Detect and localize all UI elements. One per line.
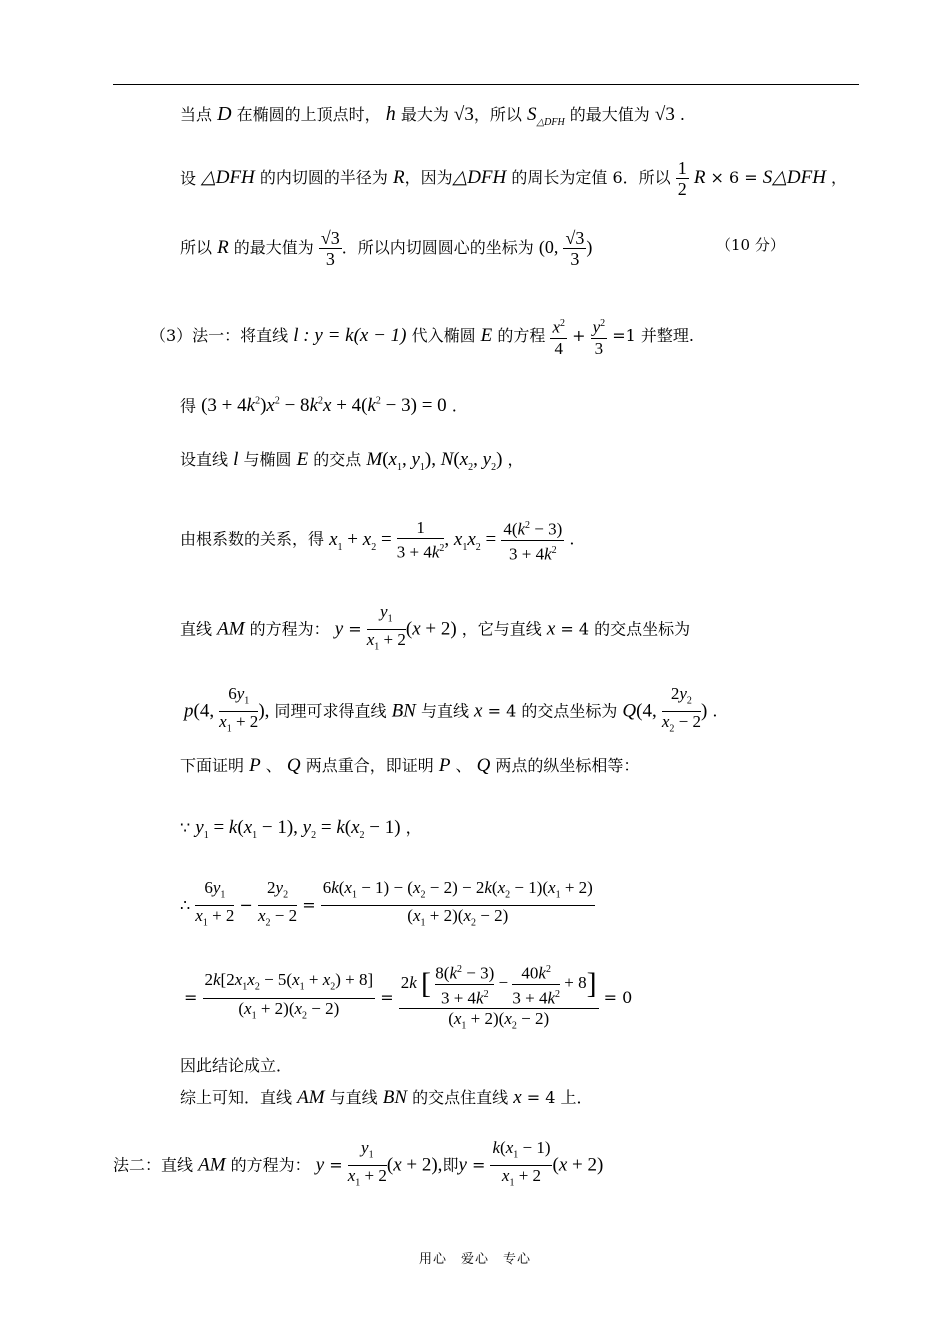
text-line-7: 由根系数的关系，得 $x_1 + x_2$ = $\frac{1}{3 + 4k^2}$ , $x_1x_2$ = $\frac{4(k^2 - 3)}{3 + 4k^2}$ .	[180, 517, 575, 564]
text-line-10: 下面证明 P 、 Q 两点重合，即证明 P 、 Q 两点的纵坐标相等：	[180, 755, 640, 776]
text-line-12: ∴ $\frac{6y_1}{x_1 + 2}$ − $\frac{2y_2}{x_2 - 2}$ = $\frac{6k(x_1 - 1) - (x_2 - 2) - 2k(x_2 - 1)(x_1 + 2)}{(x_1 + 2)(x_2 - 2)}$	[180, 878, 593, 929]
text-line-14: 因此结论成立．	[180, 1056, 293, 1075]
text-line-11: ∵ $y_1 = k(x_1 - 1)$, $y_2 = k(x_2 - 1)$ ，	[180, 817, 422, 841]
score-note: （10 分）	[716, 236, 785, 254]
text-line-2: 设 △DFH 的内切圆的半径为 R，因为△DFH 的周长为定值 6．所以 $\frac{1}{2}$ R × 6 = S△DFH ，	[180, 158, 848, 199]
page-footer: 用心 爱心 专心	[418, 1252, 531, 1267]
text-line-3: 所以 R 的最大值为 $\frac{√3}{3}$ ．所以内切圆圆心的坐标为 (0, $\frac{√3}{3}$ )	[180, 228, 593, 269]
text-line-9: p(4, $\frac{6y_1}{x_1 + 2}$ ), 同理可求得直线 BN 与直线 x = 4 的交点坐标为 Q(4, $\frac{2y_2}{x_2 - 2}$ ) .	[184, 684, 718, 735]
text-line-6: 设直线 l 与椭圆 E 的交点 $M(x_1$, $y_1$), $N(x_2$, $y_2$) ，	[180, 449, 524, 473]
text-line-1: 当点 D 在椭圆的上顶点时， h 最大为 √3，所以 $S_{\triangle DFH}$ 的最大值为 √3 .	[180, 103, 685, 128]
text-line-16: 法二：直线 AM 的方程为： y = $\frac{y_1}{x_1 + 2}$ (x + 2),即y = $\frac{k(x_1 - 1)}{x_1 + 2}$ (x + 2)	[113, 1138, 604, 1189]
text-line-13: = $\frac{2k[2x_1x_2 - 5(x_1 + x_2) + 8]}{(x_1 + 2)(x_2 - 2)}$ = 2k [ $\frac{8(k^2 - 3)}{3 + 4k^2}$ − $\frac{40k^2}{3 + 4k^2}$ + 8] $(x_1 + 2)(x_2 - 2)$ = 0	[184, 960, 632, 1037]
text-line-8: 直线 AM 的方程为： y = $\frac{y_1}{x_1 + 2}$ (x + 2) ，它与直线 x = 4 的交点坐标为	[180, 602, 691, 653]
header-rule	[113, 84, 859, 85]
text-line-5: 得 $(3 + 4k^2)x^2 - 8k^2x + 4(k^2 - 3) = 0$ .	[180, 395, 457, 417]
text-line-15: 综上可知．直线 AM 与直线 BN 的交点住直线 x = 4 上．	[180, 1087, 593, 1108]
text-line-4: （3）法一：将直线 l : y = k(x − 1) 代入椭圆 E 的方程 $\frac{x^2}{4}$ + $\frac{y^2}{3}$ =1 并整理.	[150, 314, 694, 359]
